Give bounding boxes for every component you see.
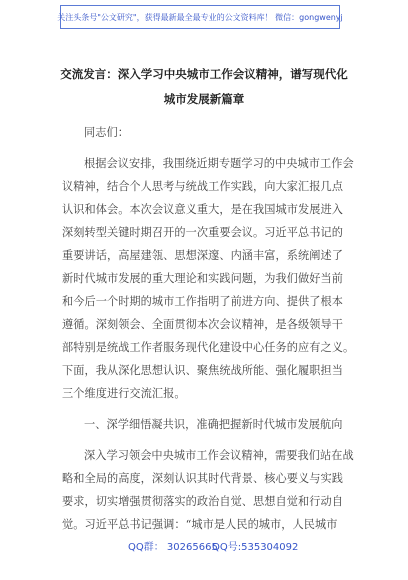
section-line: 深入学习领会中央城市工作会议精神，需要我们站在战	[84, 449, 354, 462]
section-line: 略和全局的高度，深刻认识其时代背景、核心要义与实践	[62, 472, 343, 485]
section-heading: 一、深学细悟凝共识，准确把握新时代城市发展航向	[84, 418, 343, 431]
footer-qq-number: QQ号:535304092	[212, 542, 299, 553]
salutation: 同志们：	[84, 126, 129, 139]
body-line: 重要讲话，高屋建瓴、思想深邃、内涵丰富，系统阐述了	[62, 249, 343, 262]
body-line: 三个维度进行交流汇报。	[62, 387, 186, 400]
body-line: 新时代城市发展的重大理论和实践问题，为我们做好当前	[62, 272, 343, 285]
body-line: 根据会议安排，我围绕近期专题学习的中央城市工作会	[84, 157, 354, 170]
body-line: 和今后一个时期的城市工作指明了前进方向、提供了根本	[62, 295, 343, 308]
body-line: 遵循。深刻领会、全面贯彻本次会议精神，是各级领导干	[62, 318, 343, 331]
body-line: 议精神，结合个人思考与统战工作实践，向大家汇报几点	[62, 180, 343, 193]
document-title-line-2: 城市发展新篇章	[163, 92, 245, 106]
footer-qq-group: QQ群： 30265665	[128, 542, 218, 553]
body-line: 下面，我从深化思想认识、聚焦统战所能、强化履职担当	[62, 364, 343, 377]
section-line: 觉。习近平总书记强调：“城市是人民的城市，人民城市	[62, 518, 338, 531]
document-title-line-1: 交流发言：深入学习中央城市工作会议精神，谱写现代化	[60, 67, 348, 81]
body-line: 部特别是统战工作者服务现代化建设中心任务的应有之义。	[62, 341, 355, 354]
header-banner: 关注头条号"公文研究"，获得最新最全最专业的公文资料库！ 微信：gongwenyj	[60, 5, 340, 29]
body-line: 认识和体会。本次会议意义重大，是在我国城市发展进入	[62, 203, 343, 216]
body-line: 深刻转型关键时期召开的一次重要会议。习近平总书记的	[62, 226, 343, 239]
section-line: 要求，切实增强贯彻落实的政治自觉、思想自觉和行动自	[62, 495, 343, 508]
